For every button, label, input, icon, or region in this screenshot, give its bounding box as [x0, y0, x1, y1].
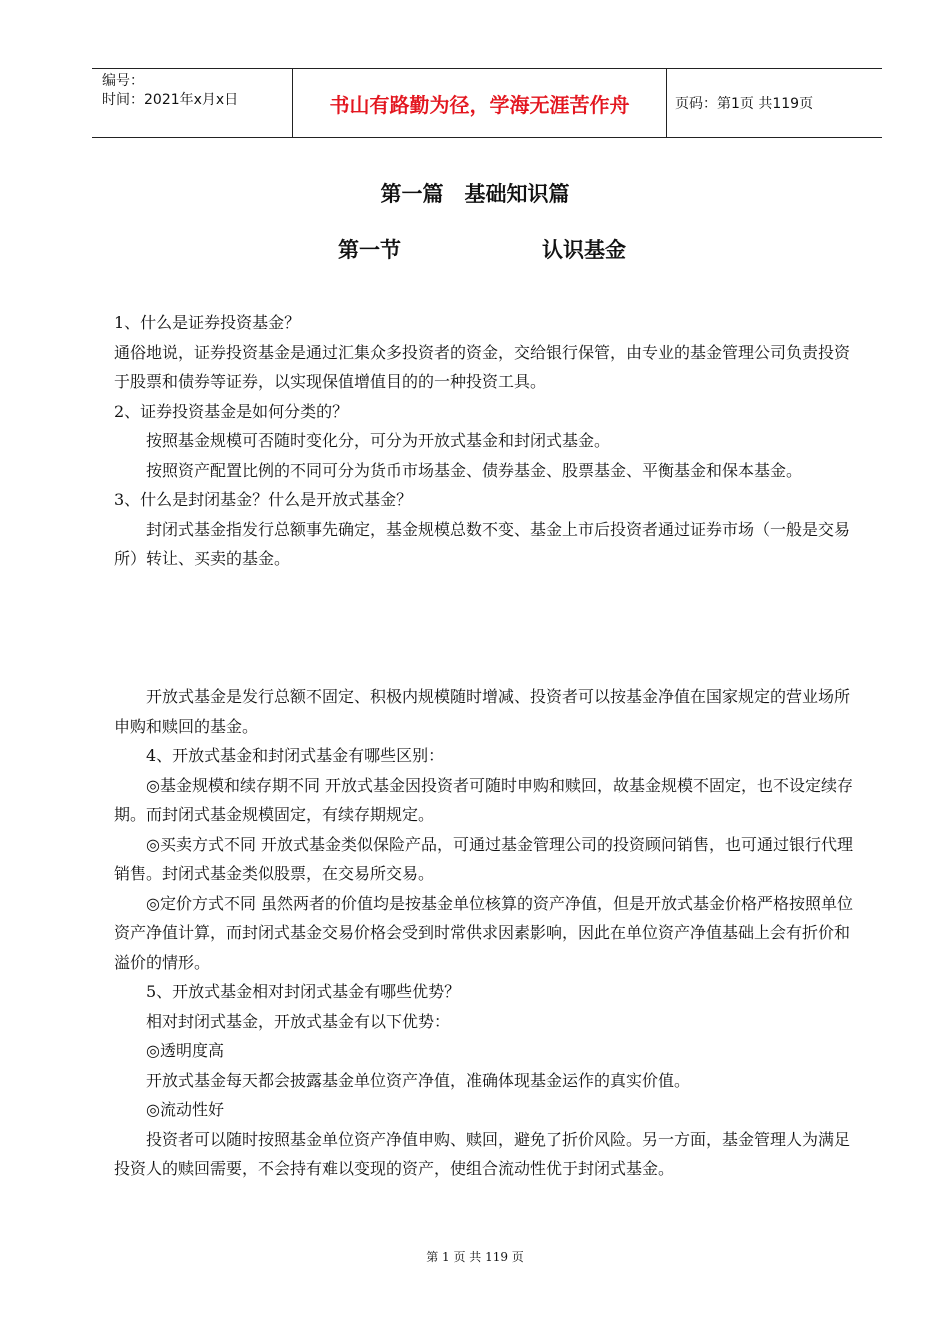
answer-3b: 开放式基金是发行总额不固定、积极内规模随时增减、投资者可以按基金净值在国家规定的营业场所申购和赎回的基金。: [114, 687, 851, 736]
header-page-info: 页码：第1页 共119页: [675, 96, 814, 112]
header-motto: 书山有路勤为径，学海无涯苦作舟: [293, 69, 667, 137]
diff-scale: ◎基金规模和续存期不同 开放式基金因投资者可随时申购和赎回，故基金规模不固定，也不设定续存期。而封闭式基金规模固定，有续存期规定。: [114, 775, 854, 824]
answer-3a: 封闭式基金指发行总额事先确定，基金规模总数不变、基金上市后投资者通过证券市场（一般是交易所）转让、买卖的基金。: [114, 519, 851, 568]
page-header: [92, 68, 882, 138]
advantage-liquidity-text: 投资者可以随时按照基金单位资产净值申购、赎回，避免了折价风险。另一方面，基金管理人为满足投资人的赎回需要，不会持有难以变现的资产，使组合流动性优于封闭式基金。: [114, 1129, 851, 1178]
section-name: 认识基金: [542, 238, 626, 262]
part-title: 第一篇 基础知识篇: [380, 182, 570, 206]
header-number-label: 编号：: [102, 73, 144, 89]
advantage-transparency-text: 开放式基金每天都会披露基金单位资产净值，准确体现基金运作的真实价值。: [146, 1070, 691, 1090]
question-3: 3、什么是封闭基金？什么是开放式基金？: [114, 490, 413, 509]
question-4: 4、开放式基金和封闭式基金有哪些区别：: [146, 746, 445, 765]
answer-1: 通俗地说，证券投资基金是通过汇集众多投资者的资金，交给银行保管，由专业的基金管理公司负责投资于股票和债券等证券，以实现保值增值目的的一种投资工具。: [114, 342, 851, 391]
advantage-transparency: ◎透明度高: [146, 1041, 224, 1060]
section-number: 第一节: [338, 238, 401, 262]
question-2: 2、证券投资基金是如何分类的？: [114, 401, 349, 421]
question-5: 5、开放式基金相对封闭式基金有哪些优势？: [146, 982, 461, 1001]
header-date: 时间：2021年x月x日: [102, 92, 239, 108]
diff-trading: ◎买卖方式不同 开放式基金类似保险产品，可通过基金管理公司的投资顾问销售，也可通过银行代理销售。封闭式基金类似股票，在交易所交易。: [114, 834, 854, 883]
answer-5-intro: 相对封闭式基金，开放式基金有以下优势：: [146, 1011, 451, 1031]
header-meta: [92, 69, 293, 137]
advantage-liquidity: ◎流动性好: [146, 1100, 224, 1119]
body-block-2: [114, 682, 854, 1184]
answer-2a: 按照基金规模可否随时变化分，可分为开放式基金和封闭式基金。: [146, 431, 611, 450]
answer-2b: 按照资产配置比例的不同可分为货币市场基金、债券基金、股票基金、平衡基金和保本基金。: [146, 460, 803, 480]
page-footer: 第 1 页 共 119 页: [426, 1250, 524, 1264]
body-block-1: [114, 308, 854, 574]
diff-pricing: ◎定价方式不同 虽然两者的价值均是按基金单位核算的资产净值，但是开放式基金价格严格按照单位资产净值计算，而封闭式基金交易价格会受到时常供求因素影响，因此在单位资产净值基础上会有折价和溢价的情形。: [114, 893, 854, 972]
question-1: 1、什么是证券投资基金？: [114, 313, 301, 332]
